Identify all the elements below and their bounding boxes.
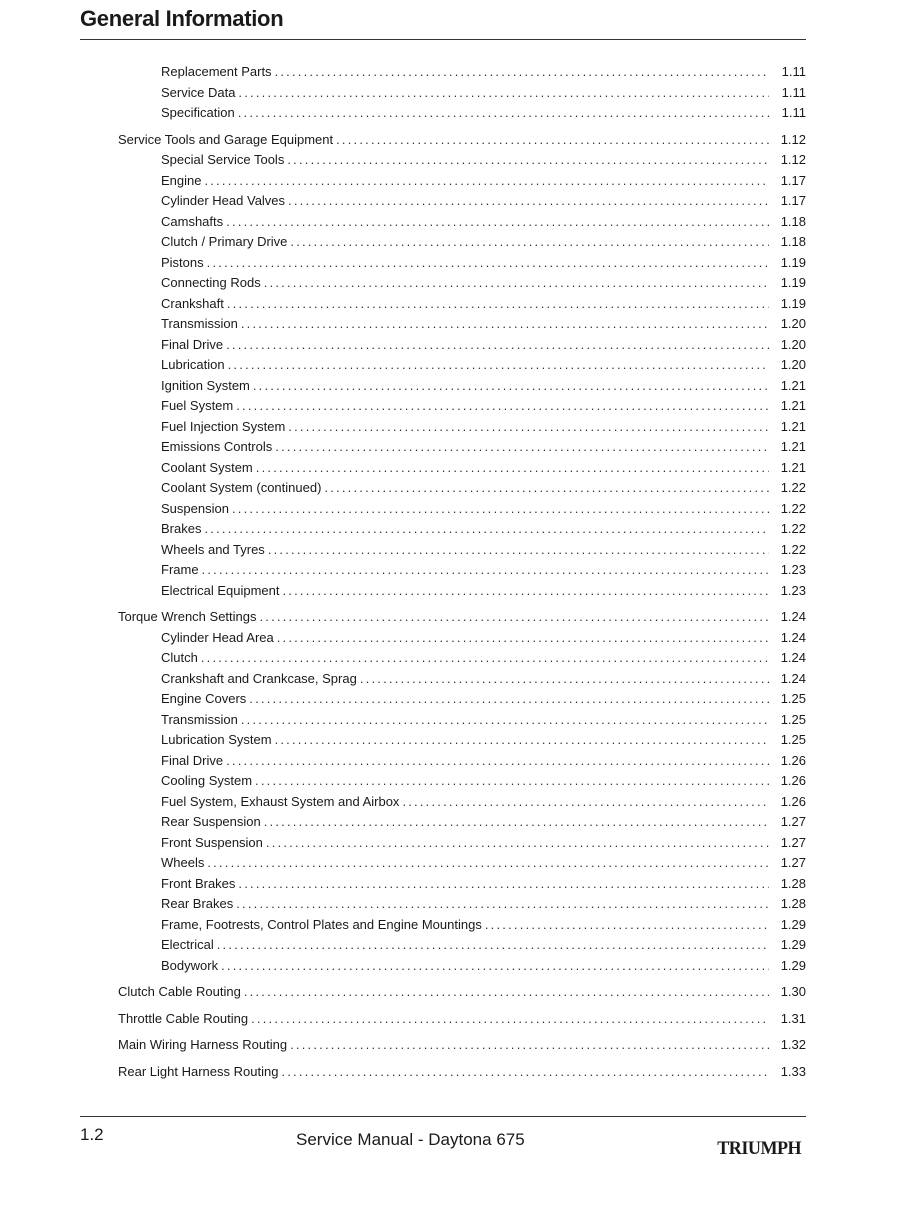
toc-entry-page: 1.29 — [780, 937, 806, 952]
dot-leader — [287, 150, 769, 171]
dot-leader — [275, 437, 769, 458]
toc-entry-title: Final Drive — [161, 336, 224, 352]
dot-leader — [275, 62, 769, 83]
toc-entry-title: Electrical Equipment — [161, 582, 280, 598]
toc-entry-page: 1.30 — [780, 984, 806, 999]
toc-subentry[interactable] — [118, 458, 806, 479]
toc-subentry[interactable] — [118, 812, 806, 833]
toc-entry-title: Electrical — [161, 937, 214, 952]
toc-entry-title: Pistons — [161, 254, 204, 270]
dot-leader — [226, 335, 769, 356]
dot-leader — [336, 130, 769, 151]
toc-entry-page: 1.20 — [780, 357, 806, 372]
dot-leader — [281, 1062, 769, 1083]
toc-entry-title: Brakes — [161, 521, 202, 536]
toc-entry-title: Rear Light Harness Routing — [118, 1063, 279, 1079]
page-title: General Information — [80, 6, 284, 31]
toc-entry-title: Connecting Rods — [161, 275, 261, 290]
dot-leader — [201, 648, 769, 669]
dot-leader — [268, 540, 769, 561]
toc-subentry[interactable] — [118, 335, 806, 356]
page-number: 1.2 — [80, 1125, 104, 1144]
toc-section-entry[interactable] — [118, 1035, 806, 1056]
dot-leader — [264, 812, 769, 833]
toc-entry-page: 1.28 — [780, 896, 806, 911]
toc-subentry[interactable] — [118, 833, 806, 854]
toc-entry-page: 1.31 — [780, 1010, 806, 1026]
toc-entry-page: 1.27 — [780, 834, 806, 850]
toc-entry-title: Fuel System, Exhaust System and Airbox — [161, 793, 400, 809]
toc-entry-title: Frame, Footrests, Control Plates and Engine Mountings — [161, 916, 482, 932]
toc-entry-title: Torque Wrench Settings — [118, 609, 257, 624]
toc-subentry[interactable] — [118, 853, 806, 874]
toc-subentry[interactable] — [118, 751, 806, 772]
toc-entry-title: Service Tools and Garage Equipment — [118, 131, 334, 147]
toc-entry-title: Coolant System (continued) — [161, 480, 322, 495]
brand-logo: TRIUMPH — [717, 1138, 802, 1159]
toc-entry-title: Coolant System — [161, 459, 253, 475]
toc-entry-page: 1.27 — [780, 855, 806, 870]
dot-leader — [217, 935, 769, 956]
toc-entry-page: 1.20 — [780, 336, 806, 352]
dot-leader — [324, 478, 769, 499]
toc-entry-title: Clutch Cable Routing — [118, 984, 241, 999]
toc-entry-page: 1.29 — [780, 916, 806, 932]
toc-entry-page: 1.22 — [780, 500, 806, 516]
toc-entry-page: 1.19 — [780, 275, 806, 290]
dot-leader — [275, 730, 769, 751]
toc-subentry[interactable] — [118, 191, 806, 212]
dot-leader — [260, 607, 770, 628]
toc-subentry[interactable] — [118, 62, 806, 83]
dot-leader — [264, 273, 769, 294]
toc-entry-page: 1.19 — [780, 254, 806, 270]
toc-entry-title: Transmission — [161, 711, 238, 727]
dot-leader — [256, 458, 769, 479]
toc-subentry[interactable] — [118, 956, 806, 977]
dot-leader — [238, 83, 769, 104]
toc-subentry[interactable] — [118, 874, 806, 895]
toc-entry-page: 1.23 — [780, 582, 806, 598]
toc-entry-title: Cylinder Head Area — [161, 629, 274, 645]
toc-entry-title: Ignition System — [161, 377, 250, 393]
toc-entry-title: Specification — [161, 105, 235, 120]
toc-entry-page: 1.19 — [780, 295, 806, 311]
toc-entry-page: 1.18 — [780, 213, 806, 229]
toc-entry-page: 1.12 — [780, 152, 806, 167]
toc-section-entry[interactable] — [118, 982, 806, 1003]
toc-subentry[interactable] — [118, 669, 806, 690]
dot-leader — [221, 956, 769, 977]
dot-leader — [290, 1035, 769, 1056]
toc-section-entry[interactable] — [118, 130, 806, 151]
toc-entry-title: Bodywork — [161, 957, 219, 973]
toc-entry-page: 1.33 — [780, 1063, 806, 1079]
toc-entry-page: 1.11 — [781, 64, 806, 79]
toc-entry-page: 1.20 — [780, 316, 806, 331]
dot-leader — [255, 771, 769, 792]
toc-entry-title: Engine Covers — [161, 691, 247, 706]
toc-subentry[interactable] — [118, 83, 806, 104]
toc-entry-title: Fuel System — [161, 398, 234, 413]
toc-entry-title: Frame — [161, 562, 199, 577]
toc-subentry[interactable] — [118, 519, 806, 540]
toc-entry-page: 1.28 — [780, 875, 806, 891]
toc-subentry[interactable] — [118, 253, 806, 274]
toc-entry-title: Clutch — [161, 650, 198, 665]
toc-entry-page: 1.22 — [780, 480, 806, 495]
toc-subentry[interactable] — [118, 648, 806, 669]
toc-entry-page: 1.27 — [780, 814, 806, 829]
toc-entry-page: 1.12 — [780, 131, 806, 147]
toc-entry-title: Final Drive — [161, 752, 224, 768]
toc-subentry[interactable] — [118, 478, 806, 499]
toc-entry-title: Fuel Injection System — [161, 418, 286, 434]
dot-leader — [226, 751, 769, 772]
toc-subentry[interactable] — [118, 792, 806, 813]
toc-entry-page: 1.21 — [780, 377, 806, 393]
dot-leader — [236, 894, 769, 915]
dot-leader — [253, 376, 769, 397]
dot-leader — [204, 171, 769, 192]
toc-subentry[interactable] — [118, 730, 806, 751]
toc-entry-page: 1.24 — [780, 650, 806, 665]
header-divider — [80, 39, 806, 40]
toc-entry-title: Special Service Tools — [161, 152, 285, 167]
dot-leader — [251, 1009, 769, 1030]
toc-entry-title: Main Wiring Harness Routing — [118, 1037, 288, 1052]
dot-leader — [226, 212, 769, 233]
toc-entry-title: Crankshaft and Crankcase, Sprag — [161, 670, 357, 686]
dot-leader — [241, 710, 769, 731]
toc-entry-title: Emissions Controls — [161, 439, 273, 454]
toc-subentry[interactable] — [118, 417, 806, 438]
toc-subentry[interactable] — [118, 376, 806, 397]
toc-section-entry[interactable] — [118, 607, 806, 628]
dot-leader — [277, 628, 769, 649]
toc-entry-title: Service Data — [161, 84, 236, 100]
toc-entry-page: 1.25 — [780, 691, 806, 706]
toc-entry-title: Rear Brakes — [161, 896, 234, 911]
toc-entry-page: 1.22 — [780, 541, 806, 557]
toc-subentry[interactable] — [118, 232, 806, 253]
toc-subentry[interactable] — [118, 540, 806, 561]
toc-entry-title: Cooling System — [161, 773, 253, 788]
toc-entry-page: 1.17 — [780, 172, 806, 188]
dot-leader — [241, 314, 769, 335]
dot-leader — [360, 669, 769, 690]
toc-subentry[interactable] — [118, 581, 806, 602]
toc-entry-title: Wheels and Tyres — [161, 541, 265, 557]
toc-subentry[interactable] — [118, 212, 806, 233]
toc-entry-title: Camshafts — [161, 213, 224, 229]
toc-subentry[interactable] — [118, 273, 806, 294]
dot-leader — [238, 874, 769, 895]
toc-entry-page: 1.18 — [780, 234, 806, 249]
toc-entry-title: Clutch / Primary Drive — [161, 234, 288, 249]
toc-entry-page: 1.26 — [780, 793, 806, 809]
footer-divider — [80, 1116, 806, 1117]
dot-leader — [204, 519, 769, 540]
dot-leader — [290, 232, 769, 253]
toc-entry-page: 1.22 — [780, 521, 806, 536]
dot-leader — [266, 833, 769, 854]
toc-subentry[interactable] — [118, 771, 806, 792]
dot-leader — [238, 103, 769, 124]
toc-entry-page: 1.11 — [781, 105, 806, 120]
dot-leader — [288, 191, 769, 212]
table-of-contents — [118, 62, 806, 1082]
toc-subentry[interactable] — [118, 396, 806, 417]
toc-subentry[interactable] — [118, 689, 806, 710]
toc-entry-title: Throttle Cable Routing — [118, 1010, 249, 1026]
toc-subentry[interactable] — [118, 499, 806, 520]
dot-leader — [227, 294, 769, 315]
toc-entry-page: 1.17 — [780, 193, 806, 208]
toc-entry-page: 1.26 — [780, 773, 806, 788]
toc-entry-page: 1.25 — [780, 732, 806, 747]
dot-leader — [288, 417, 769, 438]
toc-entry-title: Suspension — [161, 500, 229, 516]
dot-leader — [202, 560, 769, 581]
toc-entry-title: Lubrication — [161, 357, 225, 372]
toc-subentry[interactable] — [118, 150, 806, 171]
toc-entry-page: 1.26 — [780, 752, 806, 768]
dot-leader — [402, 792, 769, 813]
dot-leader — [232, 499, 769, 520]
toc-subentry[interactable] — [118, 935, 806, 956]
toc-entry-page: 1.23 — [780, 562, 806, 577]
toc-entry-page: 1.24 — [780, 629, 806, 645]
toc-subentry[interactable] — [118, 437, 806, 458]
toc-subentry[interactable] — [118, 103, 806, 124]
toc-subentry[interactable] — [118, 628, 806, 649]
toc-entry-title: Front Brakes — [161, 875, 236, 891]
toc-entry-title: Front Suspension — [161, 834, 263, 850]
toc-entry-title: Transmission — [161, 316, 238, 331]
toc-entry-title: Replacement Parts — [161, 64, 272, 79]
dot-leader — [244, 982, 769, 1003]
dot-leader — [236, 396, 769, 417]
toc-entry-page: 1.21 — [780, 459, 806, 475]
toc-subentry[interactable] — [118, 894, 806, 915]
toc-subentry[interactable] — [118, 915, 806, 936]
toc-entry-page: 1.21 — [780, 418, 806, 434]
toc-entry-title: Engine — [161, 172, 202, 188]
toc-entry-page: 1.32 — [780, 1037, 806, 1052]
dot-leader — [207, 853, 769, 874]
toc-entry-title: Lubrication System — [161, 732, 272, 747]
toc-entry-page: 1.21 — [780, 398, 806, 413]
toc-subentry[interactable] — [118, 294, 806, 315]
toc-entry-title: Rear Suspension — [161, 814, 261, 829]
dot-leader — [228, 355, 769, 376]
toc-subentry[interactable] — [118, 314, 806, 335]
toc-entry-page: 1.24 — [780, 609, 806, 624]
dot-leader — [207, 253, 769, 274]
toc-entry-title: Cylinder Head Valves — [161, 193, 286, 208]
toc-entry-title: Crankshaft — [161, 295, 224, 311]
toc-entry-page: 1.29 — [780, 957, 806, 973]
toc-subentry[interactable] — [118, 171, 806, 192]
toc-entry-title: Wheels — [161, 855, 205, 870]
footer-title: Service Manual - Daytona 675 — [296, 1130, 525, 1149]
toc-section-entry[interactable] — [118, 1062, 806, 1083]
toc-entry-page: 1.11 — [781, 84, 806, 100]
toc-entry-page: 1.25 — [780, 711, 806, 727]
dot-leader — [249, 689, 769, 710]
toc-entry-page: 1.24 — [780, 670, 806, 686]
toc-section-entry[interactable] — [118, 1009, 806, 1030]
toc-entry-page: 1.21 — [780, 439, 806, 454]
dot-leader — [485, 915, 769, 936]
dot-leader — [283, 581, 770, 602]
toc-subentry[interactable] — [118, 560, 806, 581]
toc-subentry[interactable] — [118, 355, 806, 376]
toc-subentry[interactable] — [118, 710, 806, 731]
